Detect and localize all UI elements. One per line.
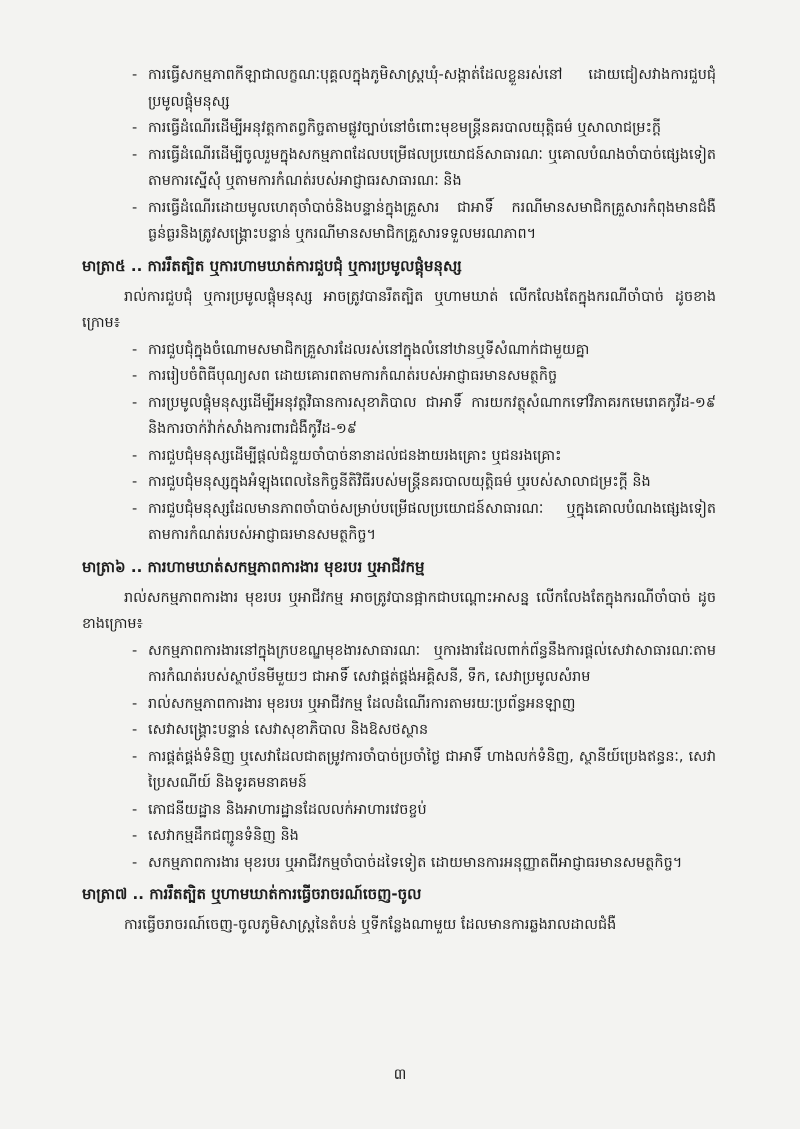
list-item: - ការជួបជុំមនុស្សក្នុងអំឡុងពេលនៃកិច្ចនីតិវិធីរបស់មន្ត្រីនគរបាលយុត្តិធម៌ ឬរបស់សាលាជម្រះក្តី និង [132,469,716,496]
article-heading [82,554,716,581]
top-bullet-list [82,62,716,248]
list-item: - សេវាកម្មដឹកជញ្ជូនទំនិញ និង [132,823,716,850]
article-number: មាត្រា៥ .. [82,256,143,275]
list-item: - ការជួបជុំក្នុងចំណោមសមាជិកគ្រួសារដែលរស់នៅក្នុងលំនៅឋានឬទីសំណាក់ជាមួយគ្នា [132,337,716,364]
list-item: - ការផ្គត់ផ្គង់ទំនិញ ឬសេវាដែលជាតម្រូវការចាំបាច់ប្រចាំថ្ងៃ ជាអាទិ៍ ហាងលក់ទំនិញ, ស្ថានីយ៍ប្រេងឥន្ធនៈ, សេវាប្រៃសណីយ៍ និងទូរគមនាគមន៍ [132,744,716,797]
list-item: - ការធ្វើដំណើរដើម្បីអនុវត្តកាតព្វកិច្ចតាមផ្លូវច្បាប់នៅចំពោះមុខមន្ត្រីនគរបាលយុត្តិធម៌ ឬសាលាជម្រះក្តី [132,115,716,142]
page-number: ៣ [393,1065,407,1083]
article-5-list [82,337,716,549]
article-5 [82,253,716,549]
article-intro: ការធ្វើចរាចរណ៍ចេញ-ចូលភូមិសាស្ត្រនៃតំបន់ ឬទីកន្លែងណាមួយ ដែលមានការឆ្លងរាលដាលជំងឺ [124,917,617,933]
article-number: មាត្រា៦ .. [82,557,143,576]
list-item: - ការធ្វើសកម្មភាពកីឡាជាលក្ខណៈបុគ្គលក្នុងភូមិសាស្ត្រឃុំ-សង្កាត់ដែលខ្លួនរស់នៅ ដោយជៀសវាងការជួបជុំប្រមូលផ្តុំមនុស្ស [132,62,716,115]
article-heading [82,253,716,280]
list-item: - សេវាសង្គ្រោះបន្ទាន់ សេវាសុខាភិបាល និងឱសថស្ថាន [132,717,716,744]
article-title: ការរឹតត្បិត ឬការហាមឃាត់ការជួបជុំ ឬការប្រមូលផ្តុំមនុស្ស [147,256,462,275]
article-title: ការហាមឃាត់សកម្មភាពការងារ មុខរបរ ឬអាជីវកម្ម [147,557,425,576]
article-title: ការរឹតត្បិត ឬហាមឃាត់ការធ្វើចរាចរណ៍ចេញ-ចូល [149,885,422,903]
list-item: - ការជួបជុំមនុស្សដែលមានភាពចាំបាច់សម្រាប់បម្រើផលប្រយោជន៍សាធារណៈ ឬក្នុងគោលបំណងផ្សេងទៀតតាមការកំណត់របស់អាជ្ញាធរមានសមត្ថកិច្ច។ [132,496,716,549]
top-bullet-list-section [82,62,716,248]
article-7 [82,881,716,939]
list-item: - ភោជនីយដ្ឋាន និងអាហារដ្ឋានដែលលក់អាហារវេចខ្ចប់ [132,797,716,824]
list-item: - ការរៀបចំពិធីបុណ្យសព ដោយគោរពតាមការកំណត់របស់អាជ្ញាធរមានសមត្ថកិច្ច [132,363,716,390]
article-heading [82,881,716,908]
article-intro: រាល់សកម្មភាពការងារ មុខរបរ ឬអាជីវកម្ម អាចត្រូវបានផ្អាកជាបណ្តោះអាសន្ន លើកលែងតែក្នុងករណីចាំបាច់ ដូចខាងក្រោម៖ [82,589,716,632]
list-item: - ការជួបជុំមនុស្សដើម្បីផ្តល់ជំនួយចាំបាច់នានាដល់ជនងាយរងគ្រោះ ឬជនរងគ្រោះ [132,443,716,470]
article-intro: រាល់ការជួបជុំ ឬការប្រមូលផ្តុំមនុស្ស អាចត្រូវបានរឹតត្បិត ឬហាមឃាត់ លើកលែងតែក្នុងករណីចាំបាច់ ដូចខាងក្រោម៖ [82,288,716,331]
list-item: - ការធ្វើដំណើរដើម្បីចូលរួមក្នុងសកម្មភាពដែលបម្រើផលប្រយោជន៍សាធារណៈ ឬគោលបំណងចាំបាច់ផ្សេងទៀត តាមការស្នើសុំ ឬតាមការកំណត់របស់អាជ្ញាធរសាធារណៈ និង [132,142,716,195]
article-6 [82,554,716,877]
list-item: - ការប្រមូលផ្តុំមនុស្សដើម្បីអនុវត្តវិធានការសុខាភិបាល ជាអាទិ៍ ការយកវត្ថុសំណាកទៅវិភាគរកមេរោគកូវីដ-១៩ និងការចាក់វ៉ាក់សាំងការពារជំងឺកូវីដ-១៩ [132,390,716,443]
list-item: - សកម្មភាពការងារ មុខរបរ ឬអាជីវកម្មចាំបាច់ដទៃទៀត ដោយមានការអនុញ្ញាតពីអាជ្ញាធរមានសមត្ថកិច្ច។ [132,850,716,877]
list-item: - រាល់សកម្មភាពការងារ មុខរបរ ឬអាជីវកម្ម ដែលដំណើរការតាមរយៈប្រព័ន្ធអនឡាញ [132,691,716,718]
article-number: មាត្រា៧ .. [82,885,144,903]
article-6-list [82,638,716,877]
list-item: - ការធ្វើដំណើរដោយមូលហេតុចាំបាច់និងបន្ទាន់ក្នុងគ្រួសារ ជាអាទិ៍ ករណីមានសមាជិកគ្រួសារកំពុងមានជំងឺធ្ងន់ធ្ងរនិងត្រូវសង្គ្រោះបន្ទាន់ ឬករណីមានសមាជិកគ្រួសារទទួលមរណភាព។ [132,195,716,248]
list-item: - សកម្មភាពការងារនៅក្នុងក្របខណ្ឌមុខងារសាធារណៈ ឬការងារដែលពាក់ព័ន្ធនឹងការផ្តល់សេវាសាធារណៈតាមការកំណត់របស់ស្ថាប័នមីមួយៗ ជាអាទិ៍ សេវាផ្គត់ផ្គង់អគ្គិសនី, ទឹក, សេវាប្រមូលសំរាម [132,638,716,691]
